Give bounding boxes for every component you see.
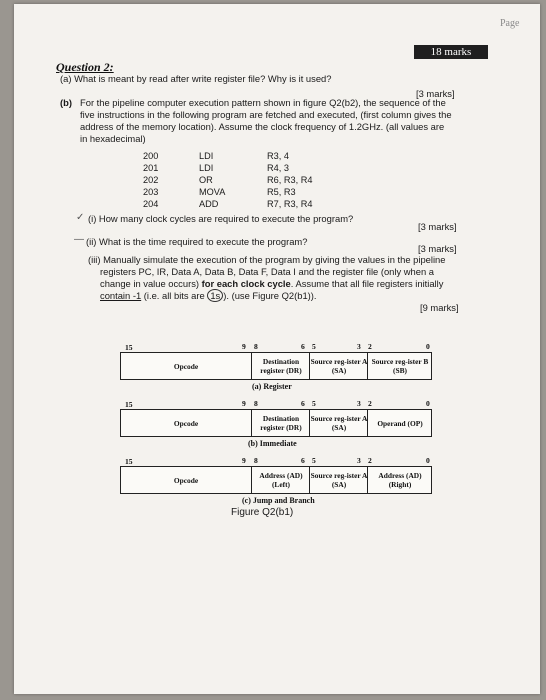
part-b-line-4: in hexadecimal) [80, 133, 146, 144]
sub-ii-text: (ii) What is the time required to execute the program? [86, 236, 308, 247]
bit-label: 8 [254, 399, 258, 408]
bit-label: 0 [426, 342, 430, 351]
bit-label: 2 [368, 342, 372, 351]
part-b-line-2: five instructions in the following program are fetched and executed, (first column gives the [80, 109, 452, 120]
program-operand: R7, R3, R4 [267, 199, 313, 209]
bit-label: 6 [301, 456, 305, 465]
register-format-box [120, 352, 432, 380]
program-address: 203 [143, 187, 159, 197]
program-operand: R5, R3 [267, 187, 296, 197]
bit-label: 9 [242, 399, 246, 408]
bit-label: 6 [301, 399, 305, 408]
bit-label: 6 [301, 342, 305, 351]
sub-iii-line-3-a: change in value occurs) [100, 278, 202, 289]
address-right-field: Address (AD) (Right) [367, 467, 432, 493]
caption-jump-branch: (c) Jump and Branch [242, 496, 315, 505]
sub-iii-line-3-c: . Assume that all file registers initially [290, 278, 444, 289]
bit-label: 5 [312, 399, 316, 408]
sub-iii-line-4-a: contain -1 [100, 290, 142, 301]
bit-label: 15 [125, 400, 133, 409]
sub-iii-line-4-c: ). (use Figure Q2(b1)). [223, 290, 317, 301]
program-address: 200 [143, 151, 159, 161]
part-b-line-3: address of the memory location). Assume the clock frequency of 1.2GHz. (all values are [80, 121, 445, 132]
sub-iii-line-3 [100, 278, 443, 290]
part-b-line-1: For the pipeline computer execution pattern shown in figure Q2(b2), the sequence of the [80, 97, 446, 108]
program-opcode: LDI [199, 151, 214, 161]
bit-label: 3 [357, 342, 361, 351]
address-left-field: Address (AD) (Left) [251, 467, 310, 493]
sub-iii-line-2: registers PC, IR, Data A, Data B, Data F, Data I and the register file (only when a [100, 266, 435, 277]
caption-register: (a) Register [252, 382, 292, 391]
opcode-field: Opcode [173, 361, 199, 371]
bit-label: 9 [242, 456, 246, 465]
bit-label: 3 [357, 456, 361, 465]
sub-ii-marks: [3 marks] [418, 243, 457, 254]
figure-title: Figure Q2(b1) [231, 507, 294, 518]
sub-iii-line-4-b: (i.e. all bits are [141, 290, 208, 301]
part-a-marks: [3 marks] [416, 88, 455, 99]
source-register-a-field: Source reg-ister A (SA) [309, 410, 368, 436]
sub-iii-line-3-bold: for each clock cycle [201, 278, 291, 289]
program-address: 204 [143, 199, 159, 209]
bit-label: 8 [254, 342, 258, 351]
caption-immediate: (b) Immediate [248, 439, 297, 448]
bit-label: 8 [254, 456, 258, 465]
bit-label: 15 [125, 343, 133, 352]
program-address: 201 [143, 163, 159, 173]
program-address: 202 [143, 175, 159, 185]
program-operand: R3, 4 [267, 151, 289, 161]
page-label: Page [500, 18, 520, 29]
destination-register-field: Destination register (DR) [251, 410, 310, 436]
sub-i-marks: [3 marks] [418, 221, 457, 232]
circled-1s: 1s [207, 289, 223, 302]
immediate-format-box [120, 409, 432, 437]
part-a-text: What is meant by read after write register file? Why is it used? [74, 73, 332, 84]
sub-iii-marks: [9 marks] [420, 302, 459, 313]
source-register-a-field: Source reg-ister A (SA) [309, 467, 368, 493]
program-opcodes [199, 150, 225, 210]
sub-i-text: (i) How many clock cycles are required to execute the program? [88, 213, 354, 224]
bit-label: 2 [368, 399, 372, 408]
opcode-field: Opcode [173, 475, 199, 485]
bit-label: 0 [426, 456, 430, 465]
bit-label: 3 [357, 399, 361, 408]
bit-label: 0 [426, 399, 430, 408]
pen-mark-icon: — [74, 234, 84, 245]
jump-branch-format-box [120, 466, 432, 494]
sub-iii-line-4 [100, 290, 317, 302]
question-title: Question 2: [56, 60, 114, 74]
program-opcode: MOVA [199, 187, 226, 197]
sub-iii-line-1: (iii) Manually simulate the execution of the program by giving the values in the pipeline [88, 254, 446, 265]
bit-label: 15 [125, 457, 133, 466]
program-opcode: ADD [199, 199, 219, 209]
source-register-b-field: Source reg-ister B (SB) [367, 353, 432, 379]
program-operand: R6, R3, R4 [267, 175, 313, 185]
program-opcode: LDI [199, 163, 214, 173]
program-operand: R4, 3 [267, 163, 289, 173]
checkmark-icon: ✓ [76, 212, 85, 223]
operand-field: Operand (OP) [367, 410, 432, 436]
part-a [60, 73, 331, 85]
bit-label: 9 [242, 342, 246, 351]
part-a-label: (a) [60, 73, 72, 84]
part-b-label: (b) [60, 97, 72, 108]
bit-label: 5 [312, 342, 316, 351]
bit-label: 5 [312, 456, 316, 465]
program-operands [267, 150, 312, 210]
program-addresses [143, 150, 158, 210]
program-opcode: OR [199, 175, 213, 185]
total-marks-badge: 18 marks [414, 45, 488, 59]
opcode-field: Opcode [173, 418, 199, 428]
bit-label: 2 [368, 456, 372, 465]
source-register-a-field: Source reg-ister A (SA) [309, 353, 368, 379]
destination-register-field: Destination register (DR) [251, 353, 310, 379]
